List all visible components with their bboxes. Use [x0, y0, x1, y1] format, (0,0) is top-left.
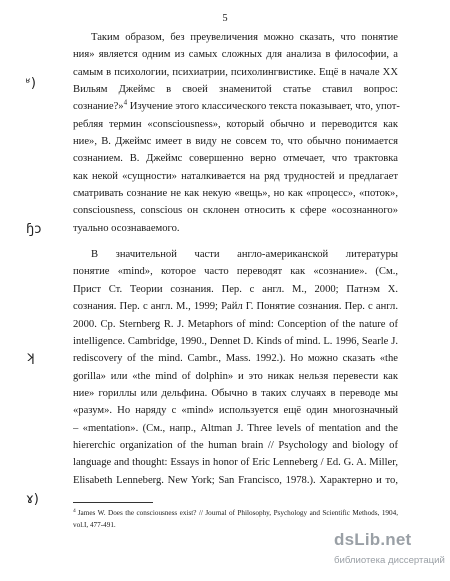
text-line: ние», В. Джеймс имеет в виду не совсем то, что обычно понимается	[73, 136, 398, 148]
text-line: Прист Ст. Теории сознания. Пер. с англ. М., 2000; Патнэм Х.	[73, 283, 398, 295]
text-line: intelligence. Cambridge, 1990., Dennet D. Kinds of mind. L. 1996, Searle J.	[73, 335, 398, 347]
watermark-subtitle: библиотека диссертаций	[334, 555, 445, 566]
footnote-text: James W. Does the consciousness exist? // Journal of Philosophy, Psychology and Scientific Methods, 1904, vol.I, 477-491.	[73, 509, 398, 529]
watermark-logo: dsLib.net	[334, 530, 412, 549]
text-line: – «mentation». (См., напр., Altman J. Three levels of mentation and the	[73, 422, 398, 434]
page-number: 5	[222, 13, 228, 24]
text-fragment: сознание?»	[73, 101, 124, 113]
margin-handwritten-mark: ɧɔ	[26, 222, 42, 237]
margin-handwritten-mark: ʞ	[26, 350, 35, 365]
footnote-reference[interactable]: 4	[123, 98, 128, 107]
text-line: В значительной части англо-американской литературы	[91, 249, 398, 261]
text-line: «разум». Но наряду с «mind» используется ещё один многозначный	[73, 405, 398, 417]
text-line: сматривать сознание не как некую «вещь», но как «процесс», «поток»,	[73, 188, 398, 200]
text-line: Вильям Джеймс в своей знаменитой статье ставил вопрос:	[73, 84, 398, 96]
paragraph-gap	[73, 237, 398, 246]
text-line: самым в психологии, психиатрии, психолингвистике. Ещё в начале XX	[73, 66, 398, 78]
text-line: сознания. Пер. с англ. М., 1999; Райл Г. Понятие сознания. Пер. с англ.	[73, 301, 398, 313]
text-line: понятие «mind», которое часто переводят как «сознание». (См.,	[73, 266, 398, 278]
margin-handwritten-mark: ɤ)	[26, 492, 39, 507]
text-line: language and thought: Essays in honor of Eric Lenneberg / Ed. G. A. Miller,	[73, 457, 398, 469]
footnote-divider	[73, 502, 153, 503]
text-line: gorilla» или «the mind of dolphin» и это никак нельзя перевести как	[73, 370, 398, 382]
text-line: ние» гориллы или дельфина. Обычно в таких случаях в переводе мы	[73, 387, 398, 399]
text-line: rediscovery of the mind. Cambr., Mass. 1992.). Но можно сказать «the	[73, 353, 398, 365]
text-fragment: Изучение этого классического текста показывает, что, упот-	[127, 101, 400, 113]
footnote-number: 4	[73, 507, 76, 514]
text-line: 2000. Ср. Sternberg R. J. Metaphors of mind: Conception of the nature of	[73, 318, 398, 330]
text-line: как некой «сущности» наталкивается на ряд трудностей и предлагает	[73, 170, 398, 182]
text-line: сознанием. В. Джеймс совершенно верно отмечает, что трактовка	[73, 153, 398, 165]
text-line: ребляя термин «consciousness», который обычно и переводится как	[73, 118, 398, 130]
text-line: ния» является одним из самых сложных для анализа в философии, а	[73, 49, 398, 61]
body-text	[73, 29, 398, 489]
text-line: Таким образом, без преувеличения можно сказать, что понятие	[91, 32, 398, 43]
text-line	[73, 98, 398, 115]
text-line: consciousness, conscious он склонен относить к сфере «осознанного»	[73, 205, 398, 217]
text-line: Elisabeth Lenneberg. New York; San Francisco, 1978.). Характерно и то,	[73, 474, 398, 486]
text-line: hiererchic organization of the human brain // Psychology and biology of	[73, 439, 398, 451]
watermark[interactable]	[334, 530, 444, 576]
text-line: туально осознаваемого.	[73, 222, 180, 234]
margin-handwritten-mark: ʶ)	[26, 76, 36, 91]
footnote	[73, 507, 398, 531]
